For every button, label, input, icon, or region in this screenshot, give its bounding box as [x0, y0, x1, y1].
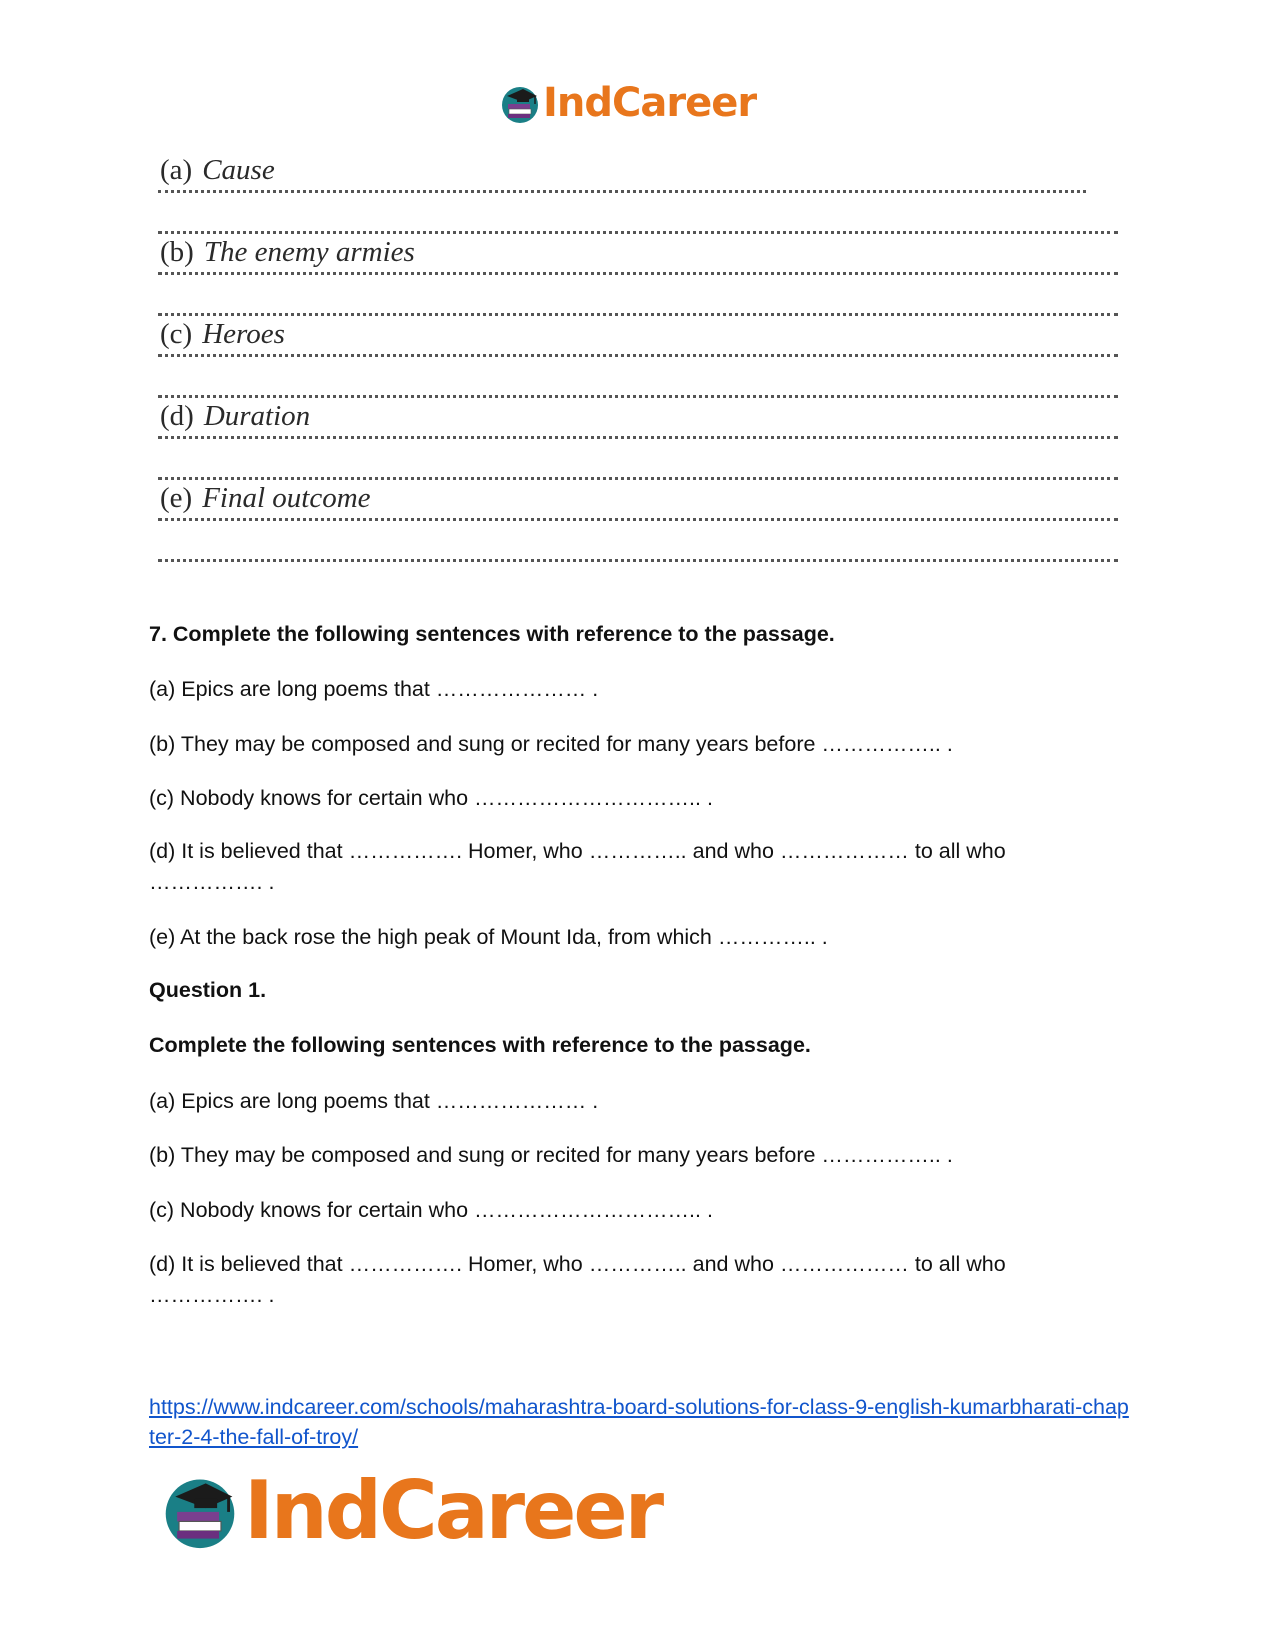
- form-row-enemy-armies: [158, 232, 1118, 314]
- section-7-item-b: (b) They may be composed and sung or recited for many years before …………….. .: [149, 732, 953, 756]
- row-label: Final outcome: [202, 482, 371, 514]
- dotted-answer-line: [158, 436, 1118, 439]
- graduation-books-icon: [499, 82, 541, 124]
- row-label: Cause: [202, 154, 275, 186]
- question-1-item-c: (c) Nobody knows for certain who ………………………….. .: [149, 1198, 713, 1222]
- worksheet-rows: [158, 150, 1118, 560]
- row-label: Heroes: [202, 318, 285, 350]
- form-row-final-outcome: [158, 478, 1118, 560]
- graduation-books-icon: [160, 1470, 240, 1550]
- question-1-item-a: (a) Epics are long poems that ………………… .: [149, 1089, 599, 1113]
- question-1-title: Question 1.: [149, 978, 267, 1002]
- row-letter: (c): [160, 318, 193, 350]
- question-1-item-b: (b) They may be composed and sung or recited for many years before …………….. .: [149, 1143, 953, 1167]
- form-row-cause: [158, 150, 1118, 232]
- dotted-answer-line: [158, 559, 1118, 562]
- row-letter: (b): [160, 236, 194, 268]
- section-7-item-a: (a) Epics are long poems that ………………… .: [149, 677, 599, 701]
- question-1-item-d: (d) It is believed that ……………. Homer, who ………….. and who ……………… to all who ……………. .: [149, 1252, 1006, 1307]
- dotted-answer-line: [158, 272, 1118, 275]
- section-7-item-c: (c) Nobody knows for certain who ………………………….. .: [149, 786, 713, 810]
- dotted-answer-line: [158, 354, 1118, 357]
- source-link[interactable]: https://www.indcareer.com/schools/maharashtra-board-solutions-for-class-9-english-kumarbharati-chapter-2-4-the-fall-of-troy/: [149, 1395, 1129, 1449]
- form-row-heroes: [158, 314, 1118, 396]
- row-letter: (a): [160, 154, 193, 186]
- section-7-item-e: (e) At the back rose the high peak of Mount Ida, from which ………….. .: [149, 925, 828, 949]
- row-label: The enemy armies: [203, 236, 415, 268]
- section-7-heading: 7. Complete the following sentences with reference to the passage.: [149, 622, 835, 646]
- question-1-heading: Complete the following sentences with reference to the passage.: [149, 1033, 811, 1057]
- dotted-answer-line: [158, 518, 1118, 521]
- brand-name: IndCareer: [244, 1463, 662, 1557]
- row-letter: (d): [160, 400, 194, 432]
- footer-logo: [160, 1465, 661, 1555]
- brand-name: IndCareer: [543, 80, 757, 126]
- section-7-item-d: (d) It is believed that ……………. Homer, who ………….. and who ……………… to all who ……………. .: [149, 839, 1006, 894]
- row-letter: (e): [160, 482, 193, 514]
- dotted-answer-line: [158, 190, 1086, 193]
- row-label: Duration: [203, 400, 311, 432]
- form-row-duration: [158, 396, 1118, 478]
- header-logo: [499, 78, 756, 128]
